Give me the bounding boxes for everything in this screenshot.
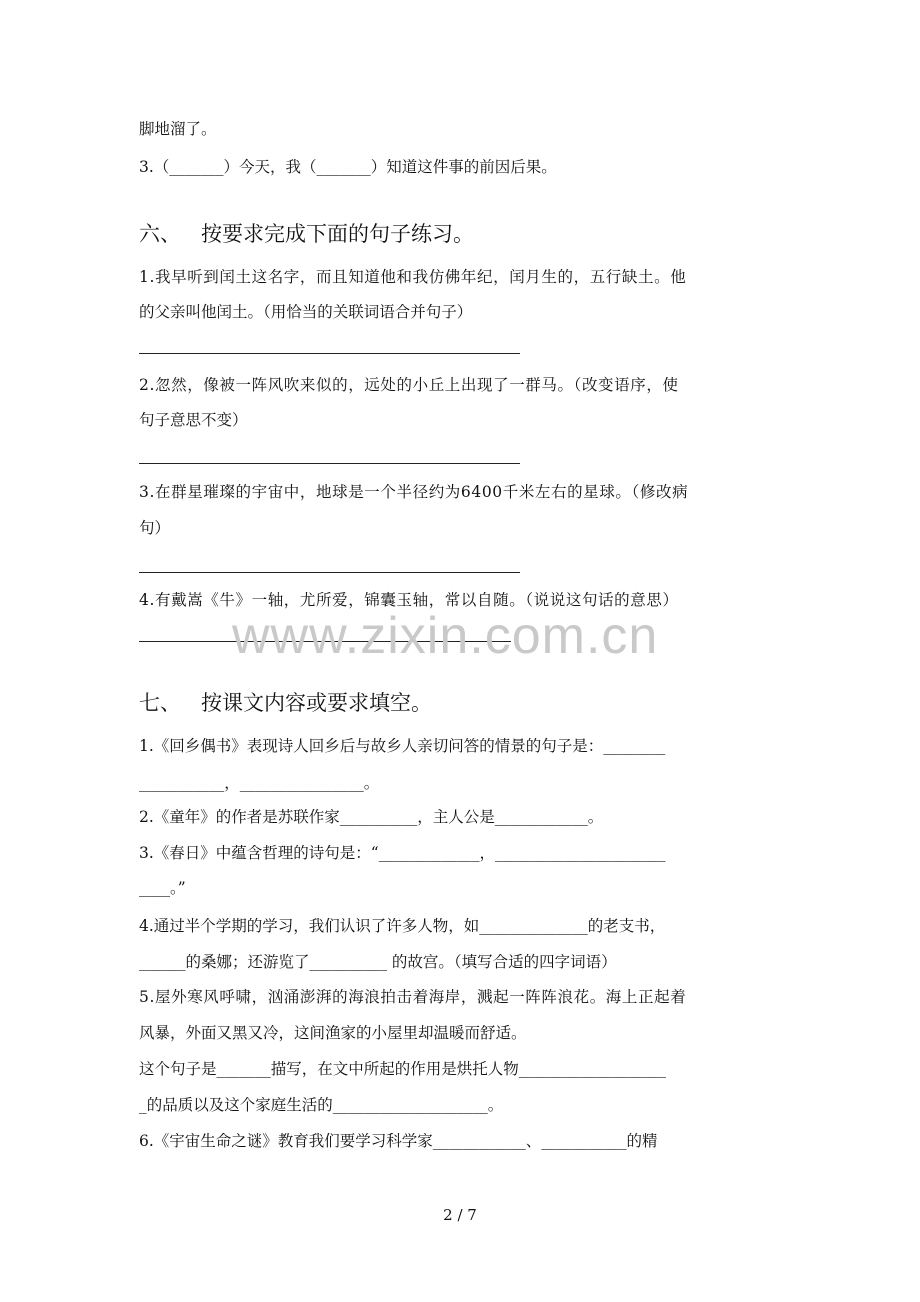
section-heading-six	[139, 221, 474, 247]
question-text: 2.《童年》的作者是苏联作家__________，主人公是____________。	[139, 808, 604, 826]
question-text: 3.在群星璀璨的宇宙中，地球是一个半径约为6400千米左右的星球。（修改病	[139, 483, 689, 501]
question-text: ______的桑娜；还游览了__________ 的故宫。（填写合适的四字词语）	[139, 953, 617, 971]
section-title: 按课文内容或要求填空。	[201, 691, 432, 715]
question-text: 5.屋外寒风呼啸，汹涌澎湃的海浪拍击着海岸，溅起一阵阵浪花。海上正起着	[139, 988, 687, 1006]
watermark: www.zixin.com.cn	[232, 607, 659, 665]
question-text: 2.忽然，像被一阵风吹来似的，远处的小丘上出现了一群马。（改变语序，使	[139, 376, 679, 394]
section-number: 六、	[139, 222, 181, 246]
question-text: 4.有戴嵩《牛》一轴，尤所爱，锦囊玉轴，常以自随。（说说这句话的意思）	[139, 591, 679, 609]
question-text: 句子意思不变）	[139, 411, 248, 429]
text-line: 脚地溜了。	[139, 120, 217, 138]
question-text: _的品质以及这个家庭生活的____________________。	[139, 1096, 504, 1114]
question-text: 句）	[139, 519, 171, 537]
question-text: 6.《宇宙生命之谜》教育我们要学习科学家____________、___________的精	[139, 1132, 658, 1150]
question-text: 3.《春日》中蕴含哲理的诗句是：“_____________，______________________	[139, 844, 666, 862]
question-text: 1.《回乡偶书》表现诗人回乡后与故乡人亲切问答的情景的句子是：________	[139, 737, 666, 755]
answer-line	[139, 353, 520, 354]
page-number: 2 / 7	[443, 1206, 477, 1224]
question-text: 这个句子是_______描写，在文中所起的作用是烘托人物___________________	[139, 1060, 667, 1078]
question-text: ____。”	[139, 879, 186, 897]
section-number: 七、	[139, 691, 181, 715]
section-heading-seven	[139, 690, 432, 716]
question-text: 1.我早听到闰土这名字，而且知道他和我仿佛年纪，闰月生的，五行缺土。他	[139, 268, 687, 286]
answer-line	[139, 572, 520, 573]
text-line: 3.（_______）今天，我（_______）知道这件事的前因后果。	[139, 158, 557, 176]
question-text: 风暴，外面又黑又冷，这间渔家的小屋里却温暖而舒适。	[139, 1024, 527, 1042]
answer-line	[139, 463, 520, 464]
question-text: 4.通过半个学期的学习，我们认识了许多人物，如______________的老支书，	[139, 917, 666, 935]
question-text: 的父亲叫他闰土。（用恰当的关联词语合并句子）	[139, 303, 473, 321]
section-title: 按要求完成下面的句子练习。	[201, 222, 474, 246]
question-text: ___________，________________。	[139, 774, 380, 792]
